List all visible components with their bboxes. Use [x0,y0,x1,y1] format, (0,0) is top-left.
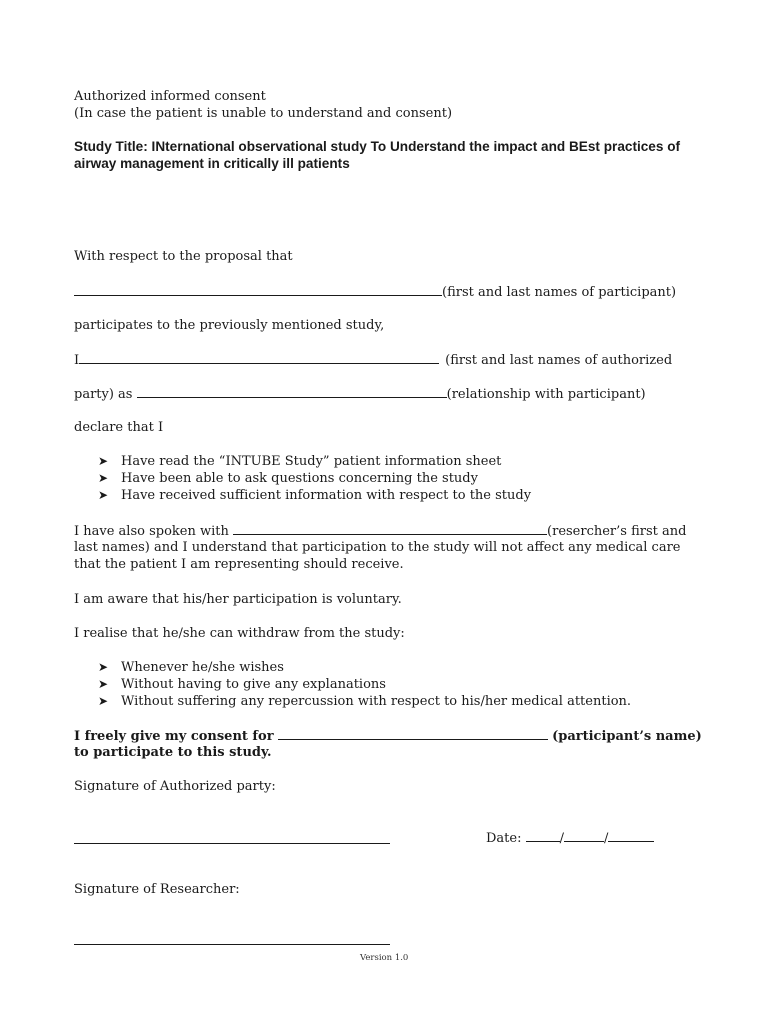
researcher-name-blank[interactable] [233,522,547,535]
arrowhead-bullet-icon: ➤ [98,488,109,502]
arrowhead-bullet-icon: ➤ [98,677,109,691]
spoken-with-line-2: last names) and I understand that participation to the study will not affect any medical care [74,540,681,555]
arrowhead-bullet-icon: ➤ [98,694,109,708]
version-label: Version 1.0 [360,953,409,963]
study-title: Study Title: INternational observational study To Understand the impact and BEst practices of airway management in critically ill patients [74,139,681,171]
date-year-blank[interactable] [608,829,654,842]
party-as-label: party) as [74,387,133,402]
researcher-name-hint: (resercher’s first and [547,524,687,539]
list-item: ➤ Without suffering any repercussion with respect to his/her medical attention. [98,694,632,709]
participant-name-row [74,283,676,301]
consent-row [74,727,702,745]
spoken-with-label: I have also spoken with [74,524,229,539]
participant-name-blank[interactable] [74,283,442,296]
declare-text: declare that I [74,420,164,435]
header-line-2: (In case the patient is unable to understand and consent) [74,106,453,121]
authorized-name-blank[interactable] [79,351,439,364]
relationship-blank[interactable] [137,385,447,398]
date-separator: / [604,831,609,846]
date-row [486,829,654,847]
participant-name-hint: (first and last names of participant) [442,285,677,300]
date-label: Date: [486,831,522,846]
date-month-blank[interactable] [564,829,604,842]
authorized-name-row [74,351,672,369]
authorized-signature-label: Signature of Authorized party: [74,779,276,794]
header-line-1: Authorized informed consent [74,89,266,104]
voluntary-text: I am aware that his/her participation is voluntary. [74,592,402,607]
date-separator: / [559,831,565,846]
relationship-row [74,385,646,403]
list-item: ➤ Whenever he/she wishes [98,660,284,675]
participates-text: participates to the previously mentioned study, [74,318,385,333]
list-item: ➤ Have received sufficient information with respect to the study [98,488,532,503]
consent-line-2: to participate to this study. [74,745,272,760]
arrowhead-bullet-icon: ➤ [98,660,109,674]
i-label: I [74,353,80,368]
researcher-signature-line[interactable] [74,944,390,945]
withdraw-text: I realise that he/she can withdraw from the study: [74,626,405,641]
arrowhead-bullet-icon: ➤ [98,471,109,485]
authorized-name-hint: (first and last names of authorized [445,353,673,368]
withdraw-list [74,659,631,710]
date-day-blank[interactable] [526,829,560,842]
authorized-signature-line[interactable] [74,843,390,844]
list-item: ➤ Have been able to ask questions concerning the study [98,471,478,486]
list-item: ➤ Have read the “INTUBE Study” patient information sheet [98,454,502,469]
spoken-with-row [74,522,686,540]
declarations-list [74,453,531,504]
consent-prefix: I freely give my consent for [74,729,274,744]
consent-participant-blank[interactable] [278,727,548,740]
researcher-signature-label: Signature of Researcher: [74,882,240,897]
intro-text: With respect to the proposal that [74,249,293,264]
list-item: ➤ Without having to give any explanations [98,677,386,692]
consent-suffix: (participant’s name) [552,729,702,744]
arrowhead-bullet-icon: ➤ [98,454,109,468]
relationship-hint: (relationship with participant) [446,387,646,402]
spoken-with-line-3: that the patient I am representing should receive. [74,557,404,572]
